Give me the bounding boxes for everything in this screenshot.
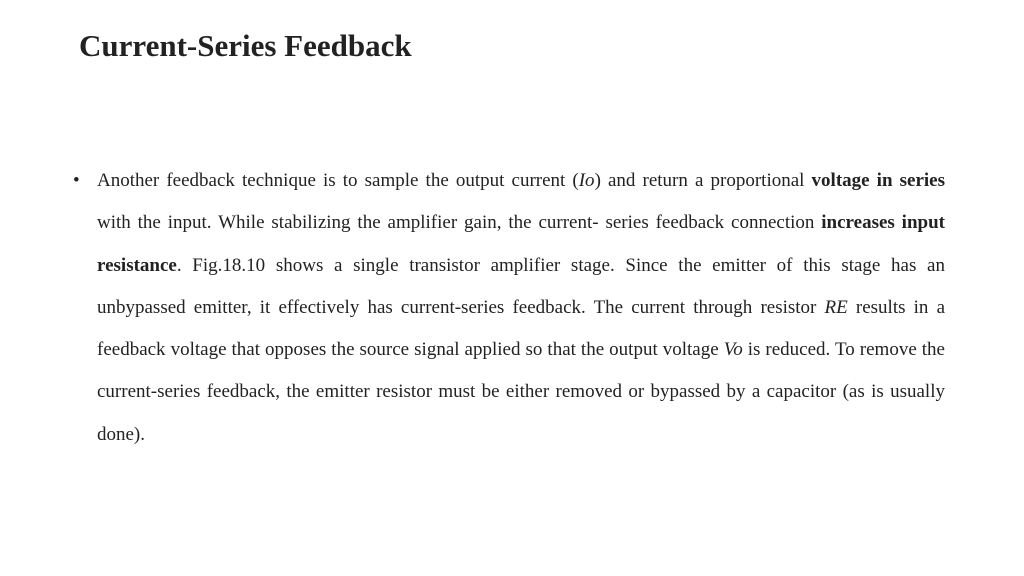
text-run: with the input. While stabilizing the amplifier gain, the current- series feedback connection <box>97 212 822 234</box>
bold-text-run: increases input resistance <box>97 212 945 276</box>
bullet-paragraph <box>97 160 945 456</box>
slide-body <box>73 160 945 456</box>
bold-text-run: voltage in series <box>811 170 945 191</box>
italic-text-run: Io <box>578 170 595 191</box>
text-run: Another feedback technique is to sample the output current ( <box>97 170 579 191</box>
bullet-item <box>73 160 945 456</box>
slide-title: Current-Series Feedback <box>79 28 412 63</box>
text-run: is reduced. To remove the current-series feedback, the emitter resistor must be either removed or bypassed by a capacitor (as is usually done). <box>97 339 945 445</box>
text-run: . Fig.18.10 shows a single transistor amplifier stage. Since the emitter of this stage has an unbypassed emitter, it effectively has current-series feedback. The current through resistor <box>97 254 945 318</box>
text-run: results in a feedback voltage that opposes the source signal applied so that the output voltage <box>97 296 945 361</box>
text-run: ) and return a proportional <box>594 170 812 191</box>
bullet-dot-icon: • <box>73 170 80 191</box>
italic-text-run: RE <box>824 296 848 318</box>
italic-text-run: Vo <box>723 339 743 361</box>
